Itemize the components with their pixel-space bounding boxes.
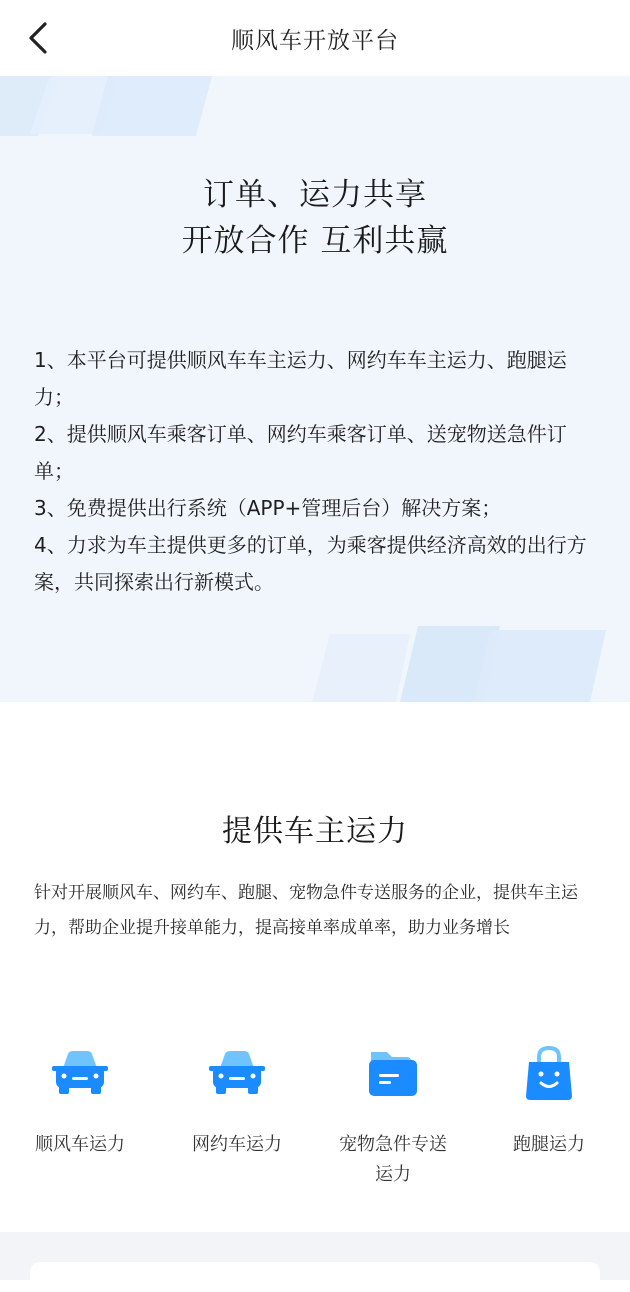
page-title: 顺风车开放平台 [231,27,399,54]
driver-capacity-section [0,702,630,1232]
hero-banner [0,76,630,702]
top-navigation-bar [0,0,630,76]
hero-point: 3、免费提供出行系统（APP+管理后台）解决方案； [34,496,502,520]
feature-pet-express[interactable] [323,1042,463,1190]
hero-point: 4、力求为车主提供更多的订单，为乘客提供经济高效的出行方案，共同探索出行新模式。 [34,533,587,594]
feature-label: 网约车运力 [192,1134,282,1155]
car-icon [205,1042,269,1106]
hero-title-line-1: 订单、运力共享 [203,177,427,213]
shopping-bag-icon [517,1042,581,1106]
hero-title-line-2: 开放合作 互利共赢 [181,223,449,259]
hero-point: 2、提供顺风车乘客订单、网约车乘客订单、送宠物送急件订单； [34,422,567,483]
decorative-shapes-top-left [0,76,230,146]
feature-wangyueche[interactable] [167,1042,307,1160]
decorative-shapes-bottom-right [300,622,630,702]
feature-label: 顺风车运力 [35,1134,125,1155]
hero-title [0,172,630,264]
hero-points-list [34,342,594,601]
feature-errand-running[interactable] [479,1042,619,1160]
section-description: 针对开展顺风车、网约车、跑腿、宠物急件专送服务的企业，提供车主运力，帮助企业提升接单能力，提高接单率成单率，助力业务增长 [34,883,578,938]
section-title: 提供车主运力 [222,814,408,849]
feature-label: 宠物急件专送运力 [339,1134,447,1185]
next-section-card [30,1262,600,1292]
feature-label: 跑腿运力 [513,1134,585,1155]
hero-point: 1、本平台可提供顺风车车主运力、网约车车主运力、跑腿运力； [34,348,567,409]
chevron-left-icon [26,20,50,56]
folder-icon [361,1042,425,1106]
feature-shunfengche[interactable] [10,1042,150,1160]
capacity-features [0,1042,630,1202]
car-icon [48,1042,112,1106]
back-button[interactable] [18,18,58,58]
